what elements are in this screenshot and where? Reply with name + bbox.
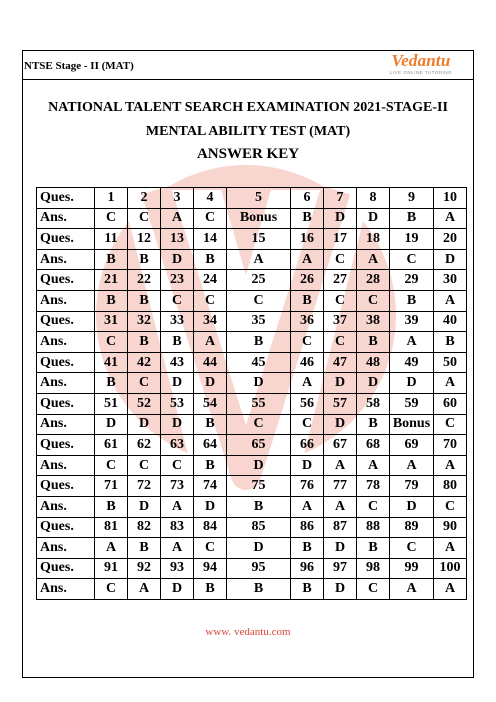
- question-number-cell: 32: [128, 311, 161, 332]
- question-number-cell: 98: [357, 558, 390, 579]
- answer-cell: B: [95, 373, 128, 394]
- question-number-cell: 53: [161, 393, 194, 414]
- ans-label: Ans.: [37, 332, 95, 353]
- question-number-row: [37, 476, 467, 497]
- answer-cell: A: [434, 538, 467, 559]
- question-number-cell: 25: [227, 270, 291, 291]
- question-number-cell: 82: [128, 517, 161, 538]
- answer-cell: A: [390, 579, 434, 600]
- answer-cell: D: [161, 373, 194, 394]
- answer-cell: B: [357, 332, 390, 353]
- logo-tagline: LIVE ONLINE TUTORING: [389, 70, 453, 75]
- question-number-cell: 62: [128, 435, 161, 456]
- question-number-cell: 15: [227, 229, 291, 250]
- question-number-cell: 6: [291, 188, 324, 209]
- vedantu-logo: [388, 51, 454, 77]
- answer-cell: C: [227, 414, 291, 435]
- question-number-cell: 92: [128, 558, 161, 579]
- question-number-cell: 29: [390, 270, 434, 291]
- answer-cell: B: [95, 249, 128, 270]
- question-number-cell: 7: [324, 188, 357, 209]
- answer-cell: A: [357, 249, 390, 270]
- question-number-cell: 21: [95, 270, 128, 291]
- question-number-row: [37, 352, 467, 373]
- question-number-cell: 20: [434, 229, 467, 250]
- question-number-cell: 1: [95, 188, 128, 209]
- question-number-cell: 47: [324, 352, 357, 373]
- answer-cell: C: [390, 249, 434, 270]
- question-number-cell: 13: [161, 229, 194, 250]
- answer-cell: D: [324, 538, 357, 559]
- answer-cell: B: [291, 579, 324, 600]
- answer-cell: B: [194, 455, 227, 476]
- question-number-cell: 78: [357, 476, 390, 497]
- answer-cell: D: [227, 455, 291, 476]
- ques-label: Ques.: [37, 558, 95, 579]
- answer-cell: D: [324, 208, 357, 229]
- question-number-cell: 51: [95, 393, 128, 414]
- question-number-cell: 22: [128, 270, 161, 291]
- answer-cell: A: [357, 455, 390, 476]
- answer-cell: B: [194, 249, 227, 270]
- question-number-cell: 90: [434, 517, 467, 538]
- question-number-cell: 17: [324, 229, 357, 250]
- answer-cell: B: [128, 249, 161, 270]
- question-number-cell: 18: [357, 229, 390, 250]
- answer-cell: D: [291, 455, 324, 476]
- question-number-cell: 35: [227, 311, 291, 332]
- question-number-cell: 46: [291, 352, 324, 373]
- question-number-cell: 69: [390, 435, 434, 456]
- ans-label: Ans.: [37, 538, 95, 559]
- ques-label: Ques.: [37, 311, 95, 332]
- answer-cell: C: [357, 496, 390, 517]
- answer-cell: A: [128, 579, 161, 600]
- question-number-cell: 84: [194, 517, 227, 538]
- answer-cell: A: [390, 455, 434, 476]
- question-number-cell: 87: [324, 517, 357, 538]
- ans-label: Ans.: [37, 290, 95, 311]
- question-number-cell: 9: [390, 188, 434, 209]
- question-number-cell: 61: [95, 435, 128, 456]
- question-number-cell: 59: [390, 393, 434, 414]
- answer-cell: D: [227, 538, 291, 559]
- question-number-cell: 27: [324, 270, 357, 291]
- question-number-cell: 55: [227, 393, 291, 414]
- footer-url: www. vedantu.com: [205, 626, 291, 638]
- question-number-row: [37, 517, 467, 538]
- ans-label: Ans.: [37, 414, 95, 435]
- question-number-cell: 36: [291, 311, 324, 332]
- question-number-cell: 68: [357, 435, 390, 456]
- answer-cell: D: [357, 208, 390, 229]
- answer-cell: C: [291, 332, 324, 353]
- answer-cell: D: [227, 373, 291, 394]
- question-number-cell: 16: [291, 229, 324, 250]
- question-number-cell: 66: [291, 435, 324, 456]
- answer-cell: C: [95, 332, 128, 353]
- answer-cell: B: [227, 496, 291, 517]
- ques-label: Ques.: [37, 229, 95, 250]
- question-number-cell: 52: [128, 393, 161, 414]
- ques-label: Ques.: [37, 393, 95, 414]
- question-number-cell: 5: [227, 188, 291, 209]
- question-number-cell: 33: [161, 311, 194, 332]
- answer-cell: A: [291, 373, 324, 394]
- answer-cell: D: [390, 373, 434, 394]
- question-number-cell: 49: [390, 352, 434, 373]
- answer-row: [37, 414, 467, 435]
- question-number-cell: 65: [227, 435, 291, 456]
- answer-cell: C: [194, 538, 227, 559]
- question-number-cell: 100: [434, 558, 467, 579]
- question-number-cell: 89: [390, 517, 434, 538]
- answer-cell: D: [434, 249, 467, 270]
- answer-cell: C: [357, 290, 390, 311]
- answer-cell: C: [227, 290, 291, 311]
- answer-cell: C: [194, 208, 227, 229]
- answer-cell: A: [291, 249, 324, 270]
- question-number-cell: 3: [161, 188, 194, 209]
- answer-cell: C: [128, 455, 161, 476]
- header-label: NTSE Stage - II (MAT): [24, 60, 134, 72]
- answer-row: [37, 290, 467, 311]
- answer-cell: C: [128, 373, 161, 394]
- answer-cell: A: [161, 496, 194, 517]
- question-number-cell: 10: [434, 188, 467, 209]
- exam-title: NATIONAL TALENT SEARCH EXAMINATION 2021-STAGE-II: [48, 100, 448, 115]
- question-number-cell: 91: [95, 558, 128, 579]
- answer-cell: A: [434, 290, 467, 311]
- question-number-cell: 75: [227, 476, 291, 497]
- question-number-cell: 24: [194, 270, 227, 291]
- question-number-cell: 54: [194, 393, 227, 414]
- ques-label: Ques.: [37, 435, 95, 456]
- answer-cell: B: [291, 290, 324, 311]
- answer-cell: B: [357, 414, 390, 435]
- ans-label: Ans.: [37, 373, 95, 394]
- question-number-cell: 28: [357, 270, 390, 291]
- question-number-cell: 86: [291, 517, 324, 538]
- answer-cell: A: [161, 208, 194, 229]
- answer-cell: C: [95, 579, 128, 600]
- header-divider: [22, 79, 474, 80]
- answer-cell: A: [434, 208, 467, 229]
- ques-label: Ques.: [37, 352, 95, 373]
- question-number-cell: 76: [291, 476, 324, 497]
- question-number-cell: 97: [324, 558, 357, 579]
- answer-cell: C: [95, 208, 128, 229]
- answer-cell: A: [161, 538, 194, 559]
- question-number-cell: 73: [161, 476, 194, 497]
- answer-cell: D: [324, 373, 357, 394]
- question-number-cell: 83: [161, 517, 194, 538]
- answer-row: [37, 579, 467, 600]
- answer-cell: D: [324, 414, 357, 435]
- question-number-cell: 30: [434, 270, 467, 291]
- answer-cell: C: [161, 455, 194, 476]
- question-number-cell: 79: [390, 476, 434, 497]
- answer-cell: B: [357, 538, 390, 559]
- answer-cell: B: [291, 538, 324, 559]
- question-number-cell: 80: [434, 476, 467, 497]
- answer-cell: B: [161, 332, 194, 353]
- answer-cell: C: [128, 208, 161, 229]
- answer-cell: A: [434, 579, 467, 600]
- answer-row: [37, 208, 467, 229]
- answer-row: [37, 332, 467, 353]
- answer-row: [37, 249, 467, 270]
- answer-cell: A: [194, 332, 227, 353]
- question-number-cell: 40: [434, 311, 467, 332]
- question-number-row: [37, 270, 467, 291]
- question-number-cell: 64: [194, 435, 227, 456]
- answer-cell: B: [227, 579, 291, 600]
- question-number-cell: 4: [194, 188, 227, 209]
- question-number-row: [37, 311, 467, 332]
- question-number-cell: 95: [227, 558, 291, 579]
- answer-cell: D: [128, 496, 161, 517]
- answer-row: [37, 455, 467, 476]
- answer-cell: D: [357, 373, 390, 394]
- answer-cell: Bonus: [390, 414, 434, 435]
- ques-label: Ques.: [37, 517, 95, 538]
- question-number-cell: 60: [434, 393, 467, 414]
- answer-cell: C: [161, 290, 194, 311]
- ques-label: Ques.: [37, 188, 95, 209]
- answer-cell: B: [434, 332, 467, 353]
- answer-cell: C: [390, 538, 434, 559]
- answer-cell: B: [128, 538, 161, 559]
- answer-cell: A: [324, 455, 357, 476]
- answer-cell: C: [434, 496, 467, 517]
- question-number-cell: 77: [324, 476, 357, 497]
- question-number-cell: 38: [357, 311, 390, 332]
- answer-cell: C: [324, 249, 357, 270]
- question-number-cell: 11: [95, 229, 128, 250]
- answer-row: [37, 496, 467, 517]
- answer-cell: C: [291, 414, 324, 435]
- answer-key-heading: ANSWER KEY: [196, 146, 300, 162]
- answer-cell: D: [161, 249, 194, 270]
- question-number-cell: 19: [390, 229, 434, 250]
- question-number-cell: 31: [95, 311, 128, 332]
- answer-cell: C: [95, 455, 128, 476]
- question-number-cell: 34: [194, 311, 227, 332]
- ques-label: Ques.: [37, 476, 95, 497]
- test-subtitle: MENTAL ABILITY TEST (MAT): [145, 124, 351, 139]
- answer-cell: C: [357, 579, 390, 600]
- answer-cell: B: [194, 414, 227, 435]
- question-number-cell: 43: [161, 352, 194, 373]
- question-number-cell: 96: [291, 558, 324, 579]
- question-number-row: [37, 435, 467, 456]
- answer-cell: A: [227, 249, 291, 270]
- answer-cell: A: [390, 332, 434, 353]
- ans-label: Ans.: [37, 455, 95, 476]
- answer-row: [37, 373, 467, 394]
- ans-label: Ans.: [37, 496, 95, 517]
- question-number-cell: 45: [227, 352, 291, 373]
- answer-cell: C: [324, 290, 357, 311]
- question-number-cell: 23: [161, 270, 194, 291]
- question-number-cell: 37: [324, 311, 357, 332]
- question-number-row: [37, 229, 467, 250]
- question-number-cell: 39: [390, 311, 434, 332]
- answer-cell: D: [95, 414, 128, 435]
- answer-cell: A: [95, 538, 128, 559]
- ans-label: Ans.: [37, 249, 95, 270]
- answer-cell: B: [95, 496, 128, 517]
- answer-cell: A: [434, 373, 467, 394]
- answer-cell: B: [390, 208, 434, 229]
- answer-cell: A: [324, 496, 357, 517]
- question-number-cell: 88: [357, 517, 390, 538]
- question-number-row: [37, 188, 467, 209]
- logo-wordmark: Vedantu: [391, 51, 451, 70]
- question-number-cell: 99: [390, 558, 434, 579]
- ans-label: Ans.: [37, 579, 95, 600]
- question-number-cell: 72: [128, 476, 161, 497]
- answer-cell: D: [390, 496, 434, 517]
- question-number-cell: 74: [194, 476, 227, 497]
- answer-cell: C: [194, 290, 227, 311]
- question-number-cell: 26: [291, 270, 324, 291]
- question-number-cell: 57: [324, 393, 357, 414]
- answer-cell: B: [291, 208, 324, 229]
- answer-key-body: [37, 188, 467, 600]
- answer-cell: B: [390, 290, 434, 311]
- answer-cell: C: [434, 414, 467, 435]
- answer-row: [37, 538, 467, 559]
- question-number-cell: 2: [128, 188, 161, 209]
- answer-cell: D: [194, 496, 227, 517]
- question-number-cell: 70: [434, 435, 467, 456]
- answer-cell: A: [434, 455, 467, 476]
- question-number-cell: 50: [434, 352, 467, 373]
- question-number-cell: 58: [357, 393, 390, 414]
- answer-cell: D: [194, 373, 227, 394]
- ques-label: Ques.: [37, 270, 95, 291]
- answer-cell: D: [161, 579, 194, 600]
- answer-cell: D: [324, 579, 357, 600]
- question-number-row: [37, 558, 467, 579]
- question-number-cell: 44: [194, 352, 227, 373]
- answer-cell: D: [161, 414, 194, 435]
- question-number-cell: 42: [128, 352, 161, 373]
- answer-cell: C: [324, 332, 357, 353]
- question-number-cell: 14: [194, 229, 227, 250]
- answer-cell: B: [194, 579, 227, 600]
- answer-cell: B: [128, 290, 161, 311]
- question-number-cell: 81: [95, 517, 128, 538]
- question-number-cell: 12: [128, 229, 161, 250]
- question-number-cell: 85: [227, 517, 291, 538]
- answer-key-table: [36, 187, 467, 600]
- answer-cell: B: [128, 332, 161, 353]
- question-number-cell: 93: [161, 558, 194, 579]
- ans-label: Ans.: [37, 208, 95, 229]
- answer-cell: B: [227, 332, 291, 353]
- question-number-cell: 94: [194, 558, 227, 579]
- question-number-cell: 63: [161, 435, 194, 456]
- question-number-cell: 48: [357, 352, 390, 373]
- question-number-cell: 71: [95, 476, 128, 497]
- answer-cell: B: [95, 290, 128, 311]
- question-number-row: [37, 393, 467, 414]
- question-number-cell: 8: [357, 188, 390, 209]
- answer-cell: D: [128, 414, 161, 435]
- answer-cell: Bonus: [227, 208, 291, 229]
- answer-cell: A: [291, 496, 324, 517]
- question-number-cell: 56: [291, 393, 324, 414]
- question-number-cell: 41: [95, 352, 128, 373]
- question-number-cell: 67: [324, 435, 357, 456]
